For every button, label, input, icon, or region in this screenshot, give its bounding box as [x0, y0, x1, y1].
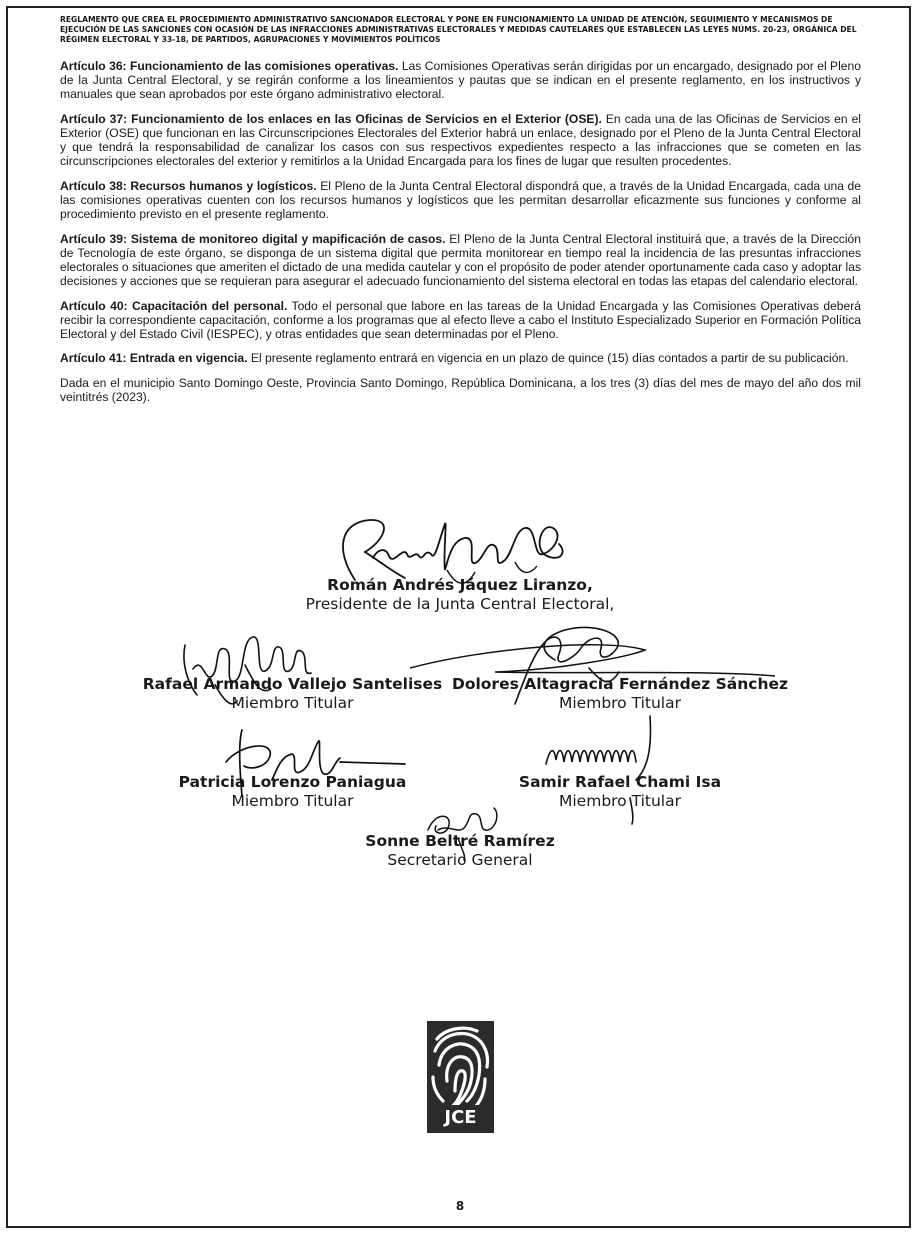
signatory-role: Miembro Titular [559, 694, 681, 712]
signatory-name: Patricia Lorenzo Paniagua [178, 773, 407, 791]
article-heading: Artículo 37: Funcionamiento de los enlaces en las Oficinas de Servicios en el Exterior (OSE). [60, 111, 602, 126]
logo-text: JCE [444, 1107, 477, 1128]
article-text: El Pleno de la Junta Central Electoral dispondrá que, a través de la Unidad Encargada, cada una de las comisiones operativas cuenten con los recursos humanos y logísticos que les permitan desarrollar eficazmente sus funciones y conforme al procedimiento previsto en el presente reglamento. [60, 178, 861, 222]
signatory-role: Presidente de la Junta Central Electoral, [305, 595, 615, 613]
signature-member-3 [140, 773, 445, 811]
signatory-role: Miembro Titular [231, 694, 354, 712]
article-36 [60, 59, 861, 102]
article-heading: Artículo 41: Entrada en vigencia. [60, 351, 248, 366]
signature-secretary [330, 832, 590, 870]
signatory-role: Secretario General [387, 851, 533, 869]
article-text: Todo el personal que labore en las tareas de la Unidad Encargada y las Comisiones Operativas deberá recibir la correspondiente capacitación, conforme a los programas que al efecto lleve a cabo el Instituto Especializado Superior en Formación Política Electoral y del Estado Civil (IESPEC), y otras entidades que sean determinadas por el Pleno. [60, 298, 861, 341]
signatory-name: Dolores Altagracia Fernández Sánchez [451, 675, 789, 693]
document-header: REGLAMENTO QUE CREA EL PROCEDIMIENTO ADMINISTRATIVO SANCIONADOR ELECTORAL Y PONE EN FUNCIONAMIENTO LA UNIDAD DE ATENCIÓN, SEGUIMIENTO Y MECANISMOS DE EJECUCIÓN DE LAS SANCIONES CON OCASIÓN DE LAS INFRACCIONES ADMINISTRATIVAS ELECTORALES Y MEDIDAS CAUTELARES QUE ESTABLECEN LAS LEYES NÚMS. 20-23, ORGÁNICA DEL RÉGIMEN ELECTORAL Y 33-18, DE PARTIDOS, AGRUPACIONES Y MOVIMIENTOS POLÍTICOS [60, 15, 857, 44]
article-text: El Pleno de la Junta Central Electoral instituirá que, a través de la Dirección de Tecnología de este órgano, se disponga de un sistema digital que permita monitorear en tiempo real la incidencia de las presuntas infracciones electorales o situaciones que ameriten el dictado de una medida cautelar y con el propósito de poder atender oportunamente cada caso y adoptar las decisiones y acciones que se requieran para asegurar el adecuado funcionamiento del sistema electoral en todas las etapas del calendario electoral. [60, 231, 861, 289]
page-number: 8 [455, 1199, 465, 1213]
signature-member-1 [130, 675, 455, 713]
document-body [60, 59, 861, 414]
signatory-name: Samir Rafael Chami Isa [518, 773, 722, 791]
article-heading: Artículo 36: Funcionamiento de las comisiones operativas. [60, 59, 399, 73]
signatory-name: Rafael Armando Vallejo Santelises [142, 675, 443, 693]
article-39 [60, 232, 861, 289]
signature-member-2 [445, 675, 795, 713]
article-38 [60, 179, 861, 222]
signature-president [255, 576, 665, 614]
signatory-name: Román Andrés Jáquez Liranzo, [327, 576, 593, 594]
article-41 [60, 351, 861, 365]
signatory-role: Miembro Titular [231, 792, 354, 810]
article-heading: Artículo 40: Capacitación del personal. [60, 298, 288, 313]
article-40 [60, 299, 861, 342]
article-text: El presente reglamento entrará en vigencia en un plazo de quince (15) días contados a partir de su publicación. [247, 351, 849, 366]
article-37 [60, 112, 861, 169]
article-text: En cada una de las Oficinas de Servicios en el Exterior (OSE) que funcionan en las Circunscripciones Electorales del Exterior habrá un enlace, designado por el Pleno de la Junta Central Electoral y que tendrá la responsabilidad de canalizar los casos con sus respectivos expedientes respecto a las infracciones que se cometen en las circunscripciones electorales del exterior y remitirlos a la Unidad Encargada para los fines de lugar que resulten procedentes. [60, 111, 861, 169]
article-heading: Artículo 39: Sistema de monitoreo digital y mapificación de casos. [60, 231, 446, 246]
fingerprint-icon [427, 1021, 494, 1133]
signatory-role: Miembro Titular [559, 792, 681, 810]
article-heading: Artículo 38: Recursos humanos y logísticos. [60, 178, 317, 193]
closing-paragraph: Dada en el municipio Santo Domingo Oeste, Provincia Santo Domingo, República Dominicana, a los tres (3) días del mes de mayo del año dos mil veintitrés (2023). [60, 375, 861, 404]
signature-member-4 [490, 773, 750, 811]
jce-logo [427, 1021, 494, 1133]
article-text: Las Comisiones Operativas serán dirigidas por un encargado, designado por el Pleno de la Junta Central Electoral, y se regirán conforme a los lineamientos y pautas que se indican en el presente reglamento, en los instructivos y manuales que sean aprobados por este órgano administrativo electoral. [60, 59, 861, 102]
signatory-name: Sonne Beltré Ramírez [365, 832, 555, 850]
